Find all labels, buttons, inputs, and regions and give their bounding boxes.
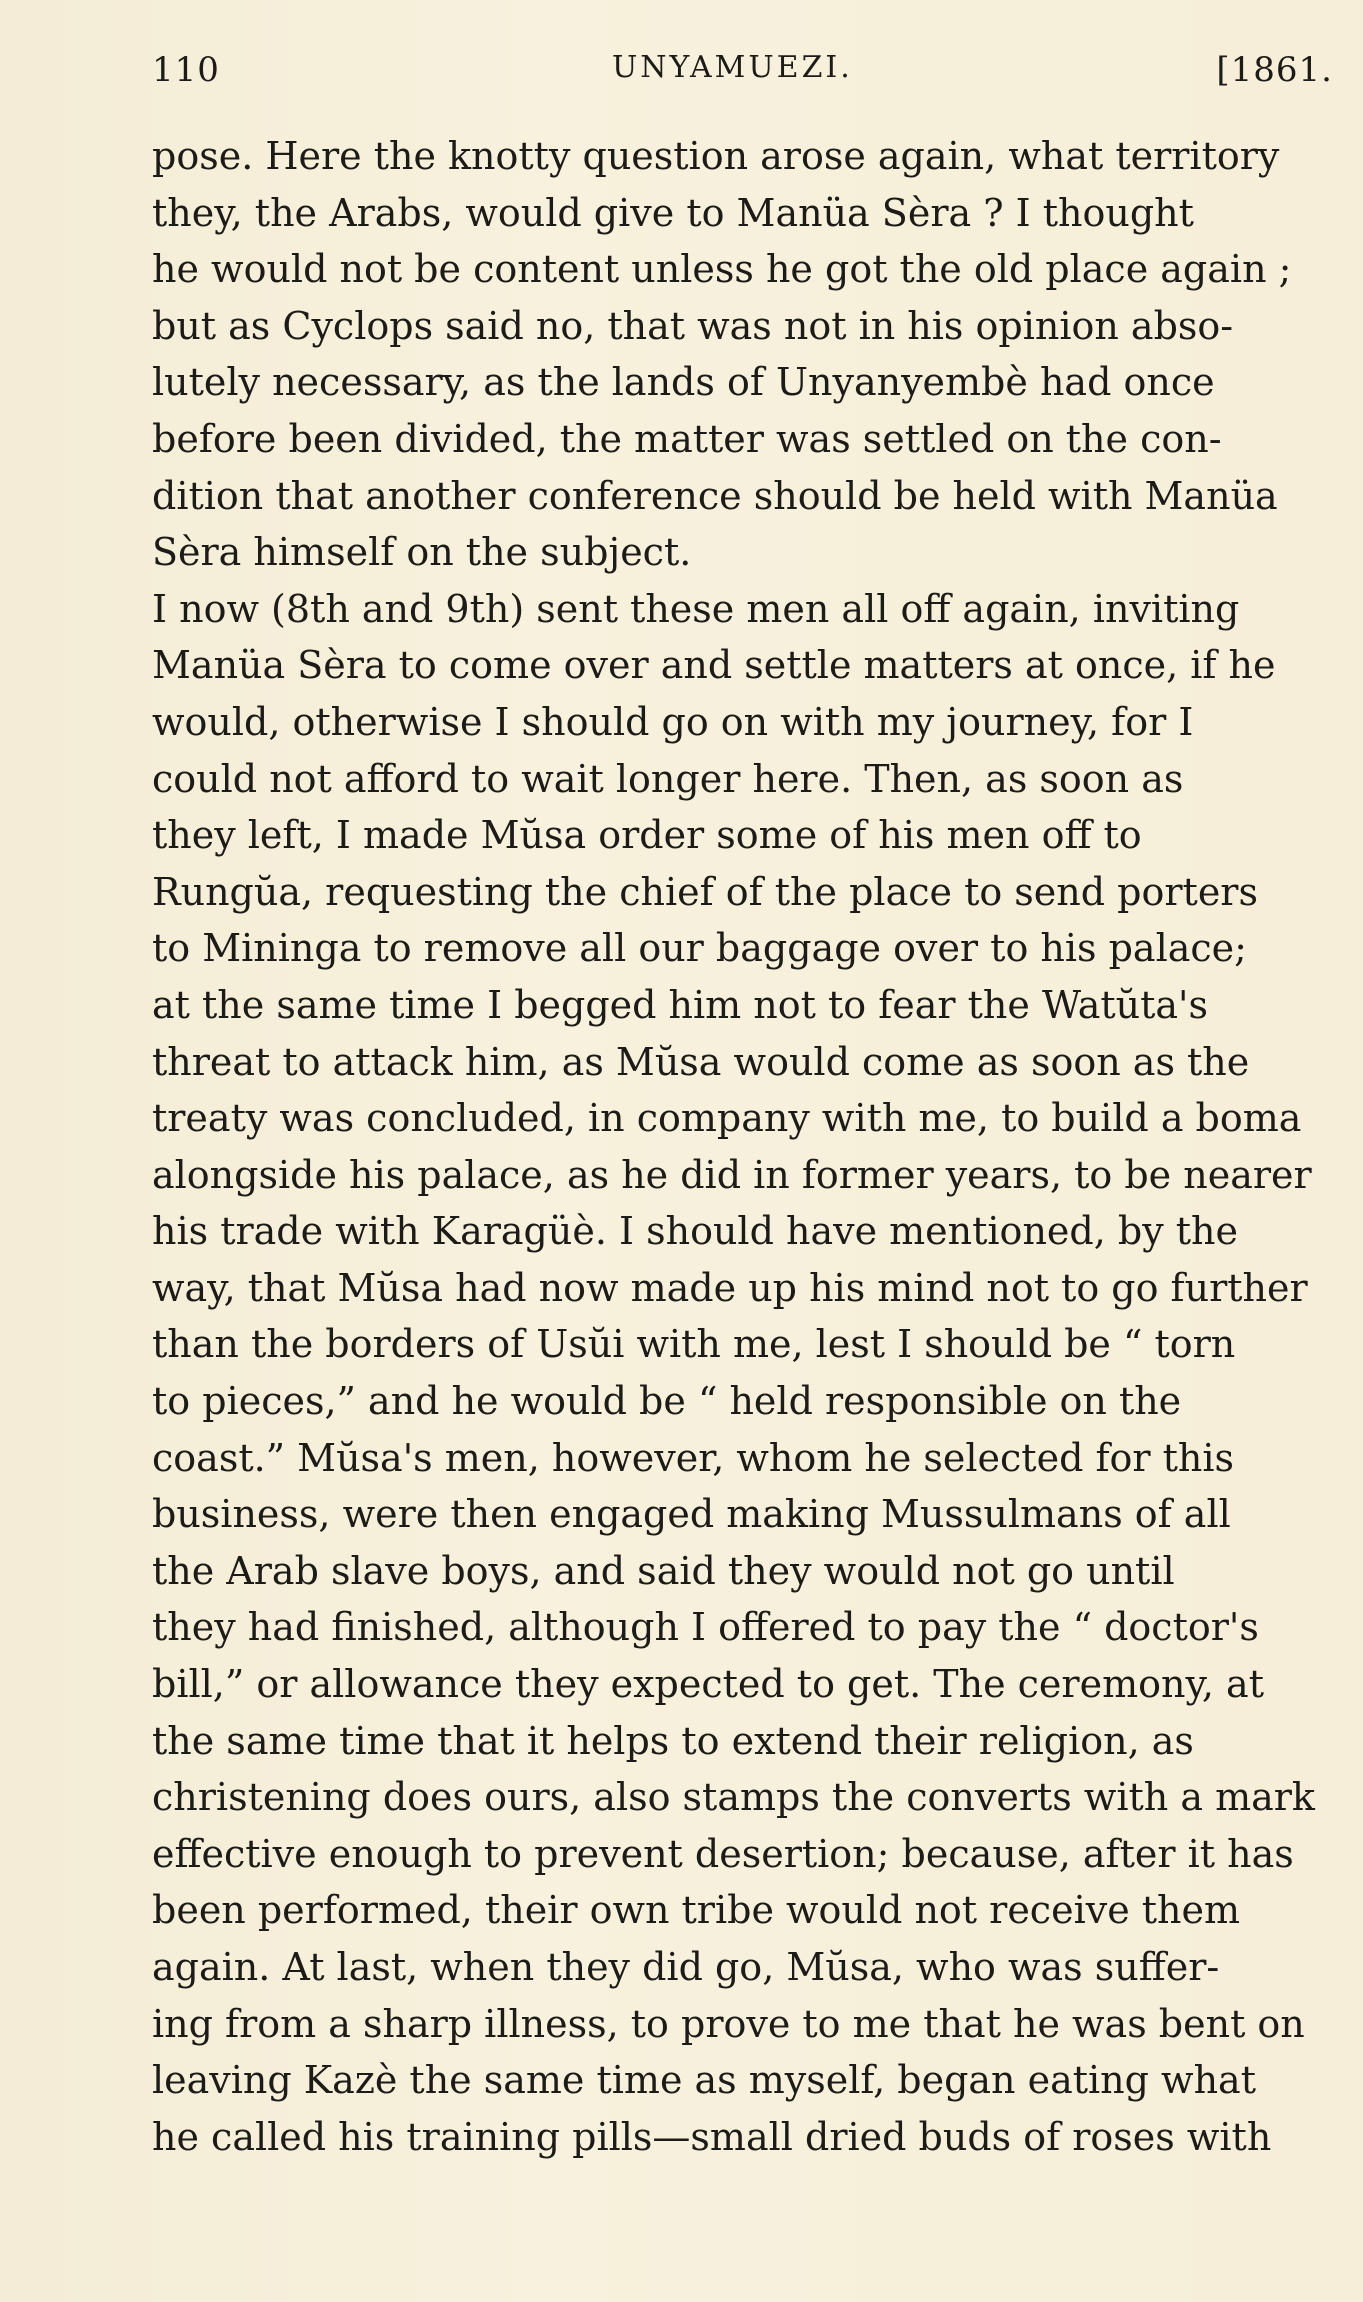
text-line: leaving Kazè the same time as myself, began eating what [152, 2058, 1256, 2103]
running-head: UNYAMUEZI. [612, 50, 853, 85]
text-line: to Mininga to remove all our baggage over to his palace; [152, 926, 1247, 971]
body-text [152, 128, 1317, 2165]
text-line: christening does ours, also stamps the converts with a mark [152, 1775, 1315, 1820]
text-line: Manüa Sèra to come over and settle matters at once, if he [152, 643, 1276, 688]
text-line: the same time that it helps to extend their religion, as [152, 1718, 1194, 1763]
text-line: pose. Here the knotty question arose again, what territory [152, 134, 1280, 178]
text-line: he would not be content unless he got the old place again ; [152, 247, 1292, 292]
text-line: his trade with Karagüè. I should have mentioned, by the [152, 1209, 1238, 1254]
text-line: they had finished, although I offered to pay the “ doctor's [152, 1605, 1259, 1650]
text-line: been performed, their own tribe would not receive them [152, 1888, 1241, 1933]
text-line: lutely necessary, as the lands of Unyanyembè had once [152, 360, 1215, 405]
text-line: than the borders of Usŭi with me, lest I should be “ torn [152, 1322, 1236, 1367]
text-line: would, otherwise I should go on with my journey, for I [152, 699, 1194, 744]
text-line: I now (8th and 9th) sent these men all off again, inviting [152, 586, 1240, 631]
text-line: Rungŭa, requesting the chief of the place to send porters [152, 869, 1258, 914]
text-line: dition that another conference should be held with Manüa [152, 473, 1278, 518]
year-marker: [1861. [1216, 50, 1333, 90]
page-header [152, 40, 1333, 110]
text-line: treaty was concluded, in company with me, to build a boma [152, 1096, 1302, 1141]
text-line: threat to attack him, as Mŭsa would come as soon as the [152, 1039, 1250, 1084]
text-line: business, were then engaged making Mussulmans of all [152, 1492, 1231, 1537]
text-line: at the same time I begged him not to fear the Watŭta's [152, 982, 1209, 1027]
text-line: they left, I made Mŭsa order some of his men off to [152, 813, 1142, 858]
text-line: before been divided, the matter was settled on the con- [152, 416, 1222, 461]
page-number: 110 [152, 50, 220, 90]
text-line: could not afford to wait longer here. Then, as soon as [152, 756, 1184, 801]
text-line: bill,” or allowance they expected to get. The ceremony, at [152, 1662, 1264, 1707]
text-line: coast.” Mŭsa's men, however, whom he selected for this [152, 1435, 1235, 1480]
text-line: they, the Arabs, would give to Manüa Sèra ? I thought [152, 190, 1194, 235]
text-line: Sèra himself on the subject. [152, 530, 692, 575]
text-line: the Arab slave boys, and said they would not go until [152, 1548, 1175, 1593]
text-line: alongside his palace, as he did in former years, to be nearer [152, 1152, 1312, 1197]
text-line: he called his training pills—small dried buds of roses with [152, 2114, 1272, 2159]
text-line: effective enough to prevent desertion; because, after it has [152, 1831, 1294, 1876]
text-line: but as Cyclops said no, that was not in his opinion abso- [152, 303, 1234, 348]
text-line: to pieces,” and he would be “ held responsible on the [152, 1379, 1182, 1424]
text-line: ing from a sharp illness, to prove to me that he was bent on [152, 2001, 1305, 2046]
text-line: again. At last, when they did go, Mŭsa, who was suffer- [152, 1945, 1220, 1989]
text-line: way, that Mŭsa had now made up his mind not to go further [152, 1265, 1308, 1310]
